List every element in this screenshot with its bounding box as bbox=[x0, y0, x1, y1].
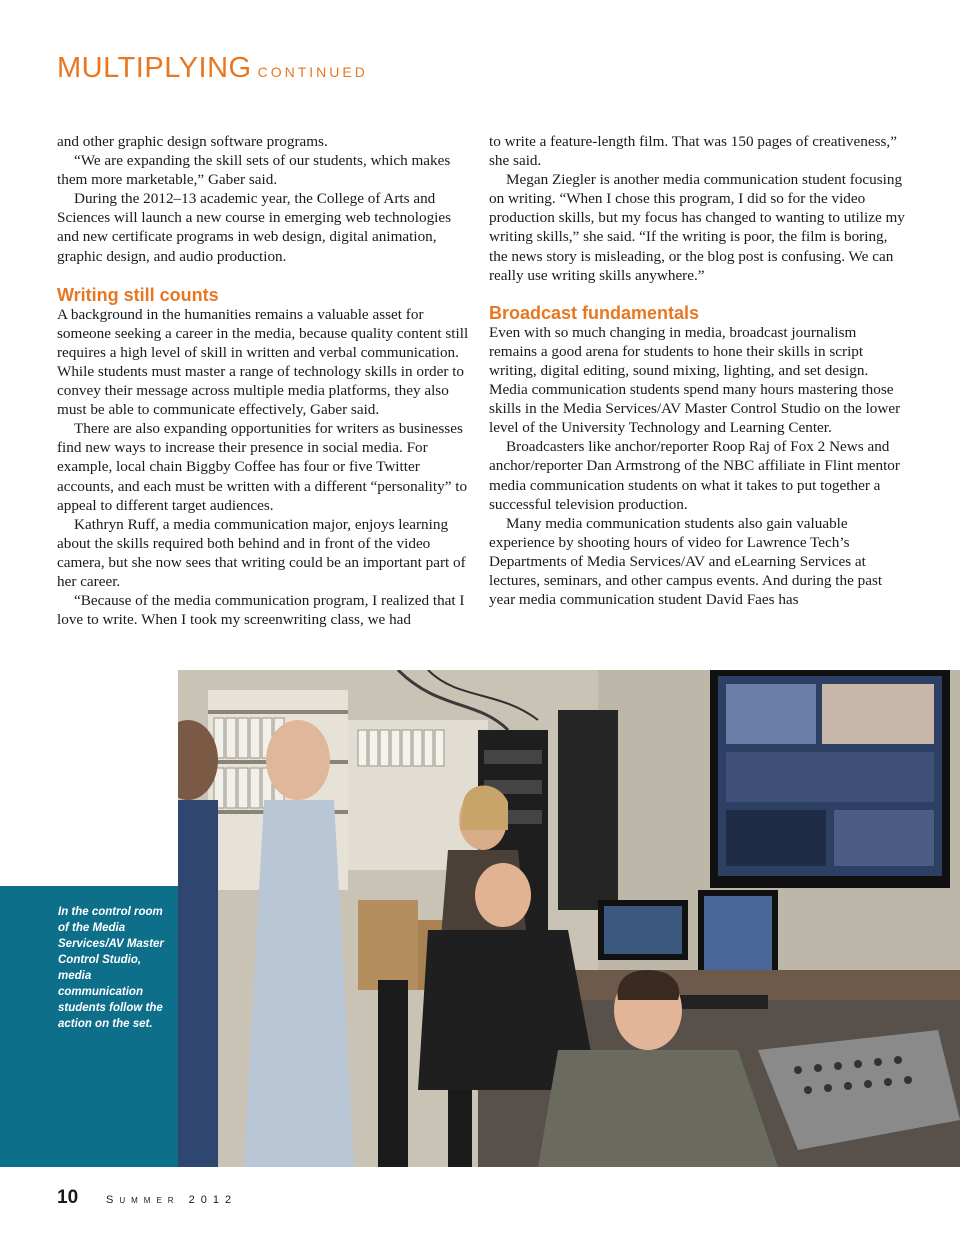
subheading-writing: Writing still counts bbox=[57, 284, 219, 305]
paragraph: During the 2012–13 academic year, the College of Arts and Sciences will launch a new course in emerging web technologies and new certificate programs in web design, digital animation, graphic design, and audio production. bbox=[57, 190, 452, 265]
photo-caption: In the control room of the Media Services/AV Master Control Studio, media communication students follow the action on the set. bbox=[58, 906, 164, 1030]
issue-label: Summer 2012 bbox=[106, 1194, 238, 1206]
paragraph: A background in the humanities remains a valuable asset for someone seeking a career in the media, because quality content still requires a high level of skill in written and verbal communication. While students must master a range of technology skills in order to convey their message across multiple media platforms, they also must be able to communicate effectively, Gaber said. bbox=[57, 305, 469, 419]
photo-caption-box bbox=[0, 886, 178, 1167]
paragraph: “Because of the media communication program, I realized that I love to write. When I took my screenwriting class, we had bbox=[57, 592, 465, 629]
control-room-illustration bbox=[178, 670, 960, 1167]
section-title: MULTIPLYING bbox=[57, 52, 252, 84]
page-number: 10 bbox=[57, 1187, 79, 1208]
right-column bbox=[489, 132, 905, 609]
left-column bbox=[57, 132, 471, 629]
section-subtitle: CONTINUED bbox=[257, 64, 368, 80]
section-header bbox=[57, 52, 368, 85]
paragraph: Broadcasters like anchor/reporter Roop Raj of Fox 2 News and anchor/reporter Dan Armstrong of the NBC affiliate in Flint mentor media communication students on what it takes to put together a successful television production. bbox=[489, 438, 900, 513]
control-room-photo bbox=[178, 670, 960, 1167]
paragraph: There are also expanding opportunities for writers as businesses find new ways to increase their presence in social media. For example, local chain Biggby Coffee has four or five Twitter accounts, and each must be written with a different “personality” to appeal to different target audiences. bbox=[57, 420, 468, 514]
paragraph: to write a feature-length film. That was 150 pages of creativeness,” she said. bbox=[489, 133, 897, 170]
subheading-broadcast: Broadcast fundamentals bbox=[489, 302, 700, 323]
paragraph: Even with so much changing in media, broadcast journalism remains a good arena for students to hone their skills in script writing, digital editing, sound mixing, lighting, and set design. Media communication students spend many hours mastering those skills in the Media Services/AV Master Control Studio on the lower level of the University Technology and Learning Center. bbox=[489, 323, 901, 437]
paragraph: and other graphic design software programs. bbox=[57, 133, 328, 150]
paragraph: Kathryn Ruff, a media communication major, enjoys learning about the skills required both behind and in front of the video camera, but she now sees that writing could be an important part of her career. bbox=[57, 515, 466, 590]
paragraph: Megan Ziegler is another media communication student focusing on writing. “When I chose this program, I did so for the video production skills, but my focus has changed to wanting to utilize my writing skills,” she said. “If the writing is poor, the film is boring, the news story is misleading, or the blog post is confusing. We can really use writing skills anywhere.” bbox=[489, 171, 905, 284]
paragraph: Many media communication students also gain valuable experience by shooting hours of video for Lawrence Tech’s Departments of Media Services/AV and eLearning Services at lectures, seminars, and other campus events. And during the past year media communication student David Faes has bbox=[489, 514, 883, 609]
paragraph: “We are expanding the skill sets of our students, which makes them more marketable,” Gaber said. bbox=[57, 152, 451, 189]
